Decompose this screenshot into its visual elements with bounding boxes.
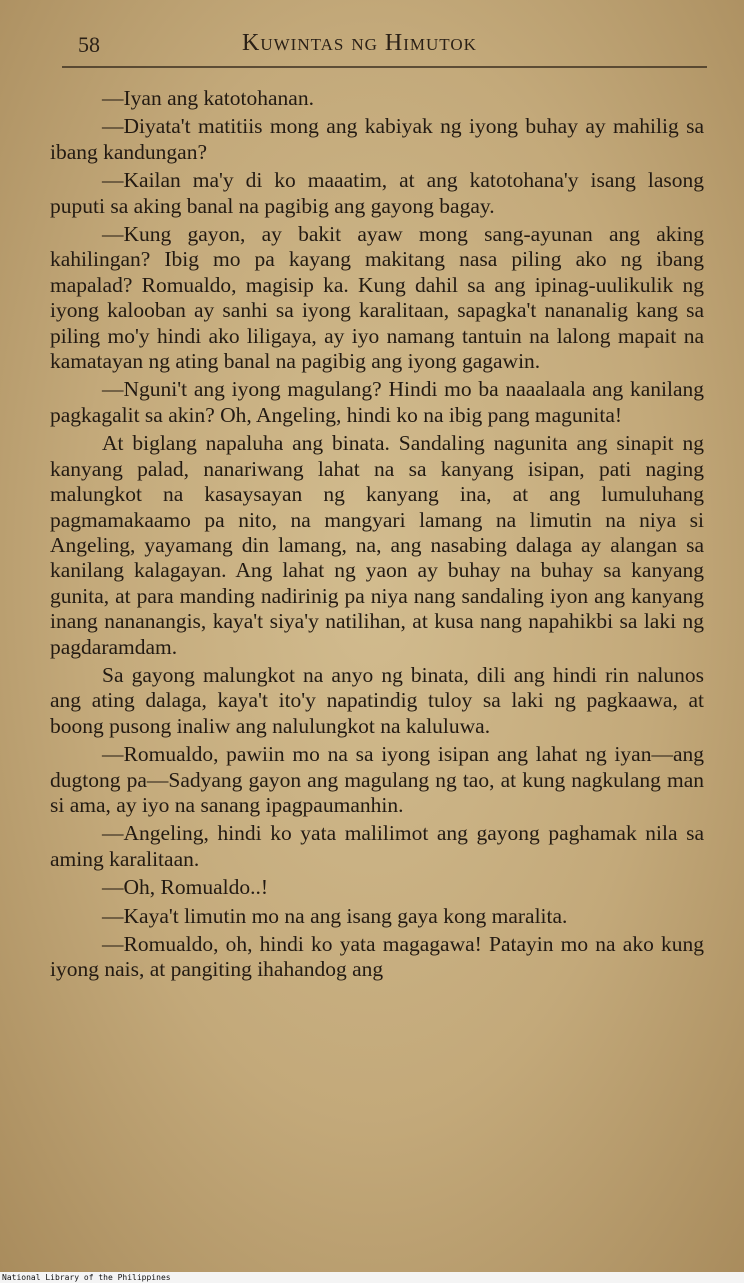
paragraph: —Kailan ma'y di ko maaatim, at ang katotohana'y isang lasong puputi sa aking banal na pagibig ang gayong bagay. xyxy=(50,168,704,218)
paragraph: —Romualdo, pawiin mo na sa iyong isipan ang lahat ng iyan—ang dugtong pa—Sadyang gayon ang magulang ng tao, at kung nagkulang man si ama, ay iyo na sanang ipagpaumanhin. xyxy=(50,742,704,817)
footer-bar xyxy=(0,1272,744,1283)
running-title: Kuwintas ng Himutok xyxy=(242,30,477,56)
paragraph: Sa gayong malungkot na anyo ng binata, dili ang hindi rin nalunos ang ating dalaga, kaya't ito'y napatindig tuloy sa laki ng pagkaawa, at boong pusong inaliw ang nalulungkot na kaluluwa. xyxy=(50,662,704,738)
page-number: 58 xyxy=(78,32,100,57)
paragraph: —Kaya't limutin mo na ang isang gaya kong maralita. xyxy=(102,903,568,928)
paragraph: —Diyata't matitiis mong ang kabiyak ng iyong buhay ay mahilig sa ibang kandungan? xyxy=(50,114,704,164)
paragraph: —Nguni't ang iyong magulang? Hindi mo ba naaalaala ang kanilang pagkagalit sa akin? Oh, Angeling, hindi ko na ibig pang magunita! xyxy=(50,377,704,427)
page-header xyxy=(72,30,712,62)
paragraph: —Iyan ang katotohanan. xyxy=(102,86,314,110)
paragraph: —Oh, Romualdo..! xyxy=(102,875,269,900)
paragraph: —Angeling, hindi ko yata malilimot ang gayong paghamak nila sa aming karalitaan. xyxy=(50,821,704,871)
source-credit: National Library of the Philippines xyxy=(2,1273,171,1282)
paragraph: —Romualdo, oh, hindi ko yata magagawa! Patayin mo na ako kung iyong nais, at pangiting ihahandog ang xyxy=(50,932,704,982)
paragraph: —Kung gayon, ay bakit ayaw mong sang-ayunan ang aking kahilingan? Ibig mo pa kayang makitang nasa piling ako ng ibang mapalad? Romualdo, magisip ka. Kung dahil sa ang ipinag-uulikulik ng iyong kalooban ay sanhi sa iyong karalitaan, sapagka't nananalig kang sa piling mo'y hindi ako liligaya, ay iyo namang tantuin na lalong mapait na kamatayan ng ating banal na pagibig ang iyong gagawin. xyxy=(50,222,704,374)
header-rule xyxy=(62,66,707,68)
body-text xyxy=(50,86,704,986)
paragraph: At biglang napaluha ang binata. Sandaling nagunita ang sinapit ng kanyang palad, nanariwang lahat na sa kanyang isipan, pati naging malungkot na kasaysayan ng kanyang ina, at ang lumuluhang pagmamakaamo pa nito, na mangyari lamang na limutin na niya si Angeling, yayamang din lamang, na, ang nasabing dalaga ay alangan sa kanilang kalagayan. Ang lahat ng yaon ay buhay na buhay sa kanyang gunita, at para manding nadirinig pa niya nang sandaling iyon ang kanyang inang nananangis, kaya't siya'y natilihan, at kusa nang napahikbi sa laki ng pagdaramdam. xyxy=(50,431,704,659)
